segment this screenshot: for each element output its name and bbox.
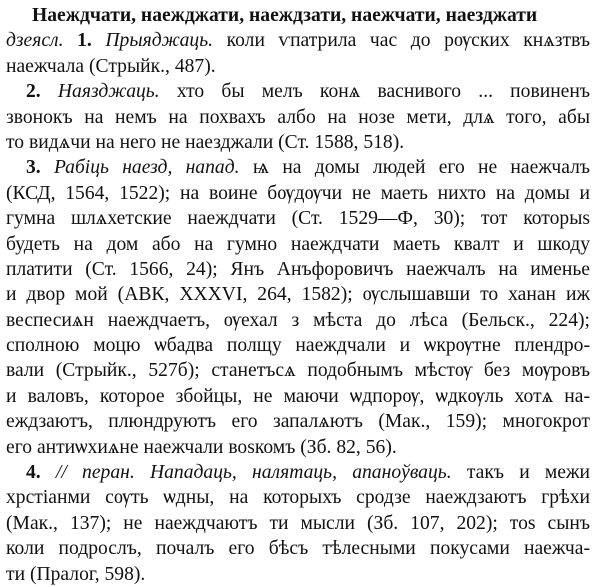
citation-text: и двор мой (АВК, XXXVI, 264, 1582); ѹслышавши то ханан иж (6, 284, 590, 306)
entry-line (6, 333, 590, 358)
citation-text: гумна шлѧхетские наеждчати (Ст. 1529—Ф, 30); тот которыѕ (6, 208, 590, 230)
entry-line (6, 460, 590, 485)
entry-line (6, 384, 590, 409)
gloss-text: дзеясл. (6, 30, 78, 52)
entry-line (6, 282, 590, 307)
entry-line (6, 485, 590, 510)
entry-line (6, 435, 590, 460)
citation-text: еждзаютъ, плюндруютъ его запалѧютъ (Мак., 159); многокрот (6, 411, 590, 433)
citation-text: хто бы мелъ конѧ васнивого ... повиненъ (159, 81, 590, 103)
entry-line (6, 562, 590, 587)
entry-line (6, 232, 590, 257)
gloss-text: Наязджаць. (57, 81, 160, 103)
citation-text: платити (Ст. 1566, 24); Янъ Анъфоровичъ наежчалъ на именье (6, 258, 590, 280)
citation-text: его антиѡхиѧне наежчали воѕкомъ (Зб. 82, 56). (6, 436, 397, 458)
citation-text: коли подрослъ, почалъ его бѣсъ тѣлесными покусами наежча- (6, 538, 590, 560)
citation-text: вали (Стрыйк., 527б); станетъсѧ подобнымъ мѣстѹ без мѹровъ (6, 360, 590, 382)
entry-line (6, 130, 590, 155)
entry-line (6, 409, 590, 434)
entry-headword: Наеждчати, наежджати, наеждзати, наежчати, наезджати (32, 5, 538, 26)
entry-line (6, 54, 590, 79)
gloss-text: // перан. Нападаць, налятаць, апаноўваць. (55, 462, 452, 484)
entry-line (6, 181, 590, 206)
entry-line (6, 105, 590, 130)
citation-text: (КСД, 1564, 1522); на воине бѹдѹчи не маеть нихто на домы и (6, 182, 590, 204)
citation-text: будеть на дом або на гумно наеждчати маеть квалт и шкоду (6, 233, 590, 255)
citation-text: ѩ на домы людей его не наежчалъ (239, 157, 590, 179)
entry-line (6, 155, 590, 180)
citation-text: веспесиѧн наеждчаетъ, ѹехал з мѣста до лѣса (Бельск., 224); (6, 309, 590, 331)
citation-text: звонокъ на немъ на похвахъ албо на нозе мети, длѧ того, абы (6, 106, 590, 128)
entry-line (6, 536, 590, 561)
gloss-text: Рабіць наезд, напад. (53, 157, 240, 179)
sense-number: 2. (26, 81, 58, 103)
entry-line (6, 308, 590, 333)
entry-line (6, 511, 590, 536)
citation-text: то видѧчи на него не наезджали (Ст. 1588, 518). (6, 131, 405, 153)
entry-line (6, 79, 590, 104)
sense-number: 1. (77, 30, 106, 52)
gloss-text: Прыяджаць. (105, 30, 214, 52)
sense-number: 4. (26, 462, 56, 484)
citation-text: коли ѵпатрила час до рѹских кнѧзтвъ (213, 30, 590, 52)
entry-line (6, 358, 590, 383)
citation-text: и валовъ, которое збойцы, не маючи ѡдпорѹ, ѡдкѹль хотѧ на- (6, 385, 590, 407)
citation-text: наежчала (Стрыйк., 487). (6, 55, 216, 77)
citation-text: ти (Пралог, 598). (6, 563, 146, 585)
citation-text: (Мак., 137); не наеждчаютъ ти мысли (Зб. 107, 202); тоѕ сынъ (6, 512, 590, 534)
citation-text: сполною моцю ѡбадва полщу наеждчали и ѡкрѹтне плендро- (6, 335, 590, 357)
entry-line (6, 206, 590, 231)
citation-text: такъ и межи (451, 462, 590, 484)
entry-line (6, 257, 590, 282)
sense-number: 3. (26, 157, 54, 179)
citation-text: хрстіанми сѹть ѡдны, на которыхъ сродзе наеждзаютъ грѣхи (6, 487, 590, 509)
entry-line (6, 28, 590, 53)
entry-body (6, 28, 590, 587)
